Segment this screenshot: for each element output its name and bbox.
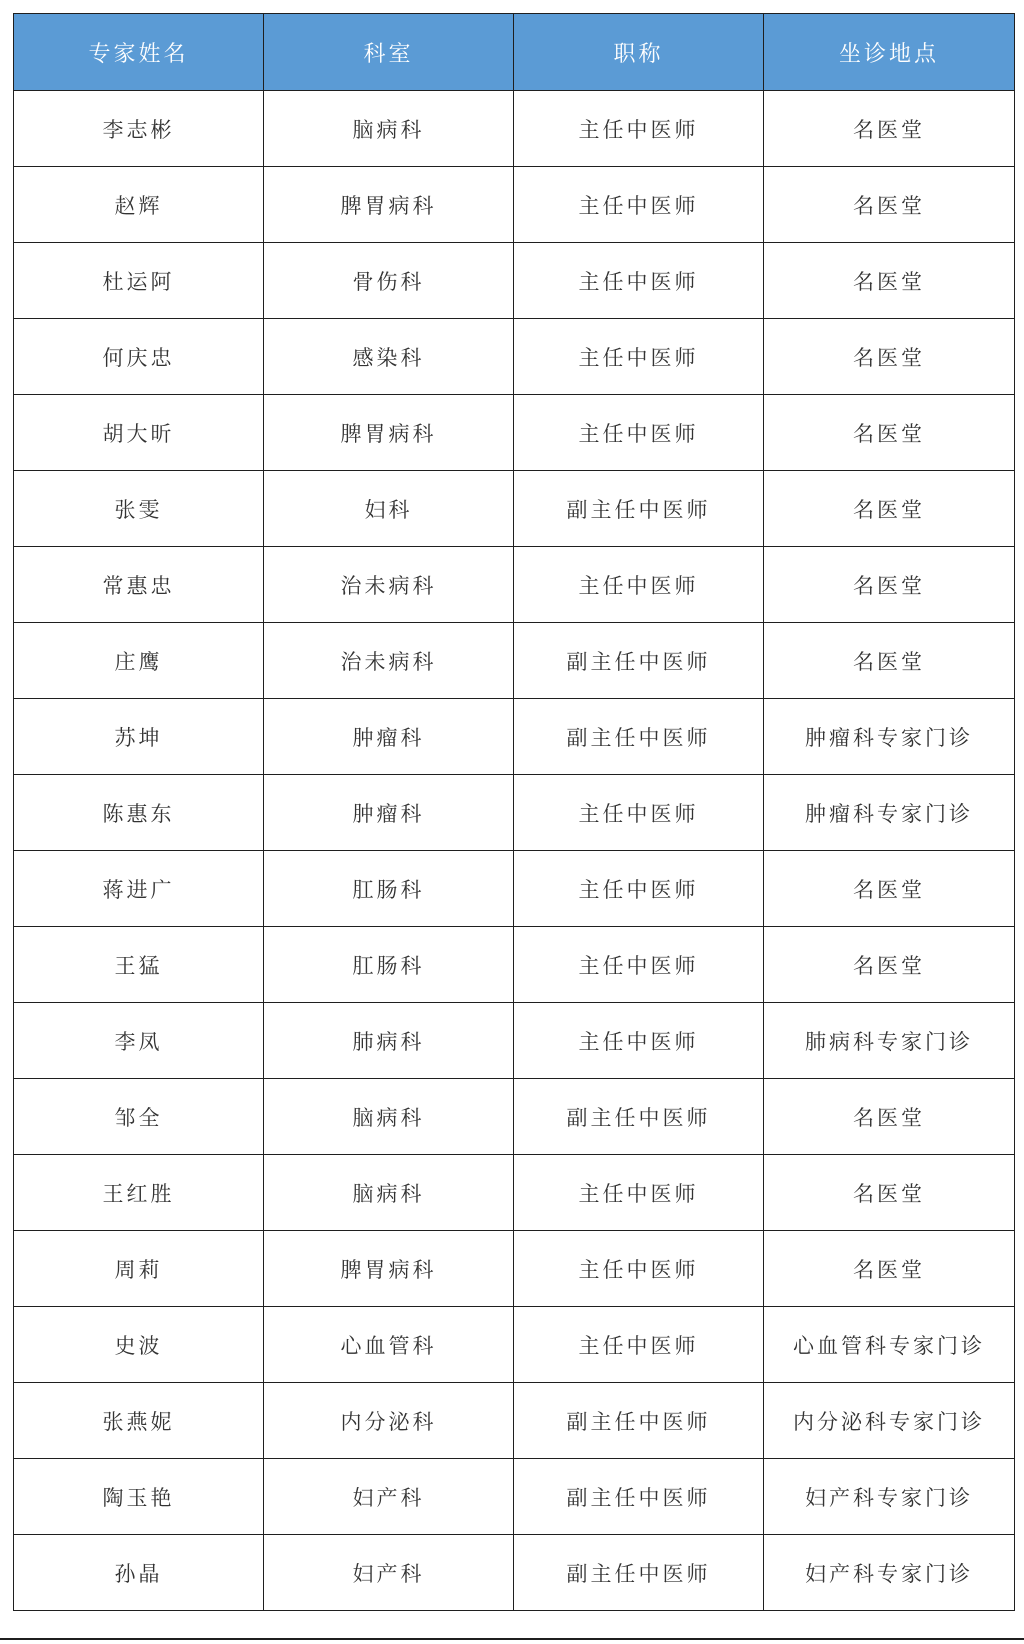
expert-name-cell: 李凤 — [14, 1003, 264, 1079]
expert-name-cell: 赵辉 — [14, 167, 264, 243]
clinic-location-cell: 名医堂 — [764, 623, 1015, 699]
clinic-location-cell: 名医堂 — [764, 547, 1015, 623]
clinic-location-cell: 名医堂 — [764, 851, 1015, 927]
title-cell: 副主任中医师 — [514, 1459, 764, 1535]
clinic-location-cell: 名医堂 — [764, 1231, 1015, 1307]
clinic-location-cell: 名医堂 — [764, 91, 1015, 167]
expert-name-cell: 蒋进广 — [14, 851, 264, 927]
table-row — [14, 699, 1015, 775]
title-cell: 主任中医师 — [514, 395, 764, 471]
table-row — [14, 243, 1015, 319]
expert-name-cell: 庄鹰 — [14, 623, 264, 699]
clinic-location-cell: 肿瘤科专家门诊 — [764, 775, 1015, 851]
expert-name-cell: 孙晶 — [14, 1535, 264, 1611]
expert-name-cell: 陈惠东 — [14, 775, 264, 851]
department-cell: 治未病科 — [264, 623, 514, 699]
title-cell: 主任中医师 — [514, 927, 764, 1003]
table-row — [14, 1383, 1015, 1459]
clinic-location-cell: 名医堂 — [764, 1079, 1015, 1155]
title-cell: 副主任中医师 — [514, 1079, 764, 1155]
title-cell: 主任中医师 — [514, 1231, 764, 1307]
department-cell: 肿瘤科 — [264, 699, 514, 775]
table-row — [14, 547, 1015, 623]
expert-name-cell: 史波 — [14, 1307, 264, 1383]
table-row — [14, 851, 1015, 927]
expert-name-cell: 胡大昕 — [14, 395, 264, 471]
column-header-clinic-location: 坐诊地点 — [764, 14, 1015, 91]
title-cell: 主任中医师 — [514, 91, 764, 167]
title-cell: 主任中医师 — [514, 319, 764, 395]
expert-name-cell: 陶玉艳 — [14, 1459, 264, 1535]
department-cell: 骨伤科 — [264, 243, 514, 319]
department-cell: 脾胃病科 — [264, 395, 514, 471]
table-body — [14, 91, 1015, 1611]
clinic-location-cell: 名医堂 — [764, 167, 1015, 243]
column-header-expert-name: 专家姓名 — [14, 14, 264, 91]
column-header-department: 科室 — [264, 14, 514, 91]
clinic-location-cell: 妇产科专家门诊 — [764, 1535, 1015, 1611]
clinic-location-cell: 名医堂 — [764, 927, 1015, 1003]
department-cell: 肛肠科 — [264, 927, 514, 1003]
expert-name-cell: 李志彬 — [14, 91, 264, 167]
clinic-location-cell: 名医堂 — [764, 243, 1015, 319]
title-cell: 副主任中医师 — [514, 699, 764, 775]
clinic-location-cell: 妇产科专家门诊 — [764, 1459, 1015, 1535]
table-row — [14, 471, 1015, 547]
title-cell: 副主任中医师 — [514, 1535, 764, 1611]
department-cell: 脾胃病科 — [264, 1231, 514, 1307]
clinic-location-cell: 名医堂 — [764, 471, 1015, 547]
table-row — [14, 623, 1015, 699]
clinic-location-cell: 肺病科专家门诊 — [764, 1003, 1015, 1079]
title-cell: 主任中医师 — [514, 243, 764, 319]
expert-schedule-table-container — [13, 13, 1014, 1611]
clinic-location-cell: 名医堂 — [764, 319, 1015, 395]
expert-name-cell: 张燕妮 — [14, 1383, 264, 1459]
title-cell: 主任中医师 — [514, 1155, 764, 1231]
department-cell: 脾胃病科 — [264, 167, 514, 243]
title-cell: 副主任中医师 — [514, 1383, 764, 1459]
department-cell: 脑病科 — [264, 1079, 514, 1155]
department-cell: 治未病科 — [264, 547, 514, 623]
table-row — [14, 1155, 1015, 1231]
table-header-row — [14, 14, 1015, 91]
title-cell: 主任中医师 — [514, 1307, 764, 1383]
title-cell: 主任中医师 — [514, 1003, 764, 1079]
clinic-location-cell: 肿瘤科专家门诊 — [764, 699, 1015, 775]
table-row — [14, 1307, 1015, 1383]
department-cell: 妇产科 — [264, 1535, 514, 1611]
title-cell: 主任中医师 — [514, 851, 764, 927]
table-row — [14, 1535, 1015, 1611]
clinic-location-cell: 名医堂 — [764, 1155, 1015, 1231]
column-header-title: 职称 — [514, 14, 764, 91]
expert-name-cell: 苏坤 — [14, 699, 264, 775]
title-cell: 副主任中医师 — [514, 471, 764, 547]
department-cell: 肿瘤科 — [264, 775, 514, 851]
table-row — [14, 1003, 1015, 1079]
department-cell: 心血管科 — [264, 1307, 514, 1383]
department-cell: 肺病科 — [264, 1003, 514, 1079]
expert-name-cell: 邹全 — [14, 1079, 264, 1155]
expert-name-cell: 王红胜 — [14, 1155, 264, 1231]
table-row — [14, 91, 1015, 167]
department-cell: 内分泌科 — [264, 1383, 514, 1459]
expert-name-cell: 王猛 — [14, 927, 264, 1003]
clinic-location-cell: 内分泌科专家门诊 — [764, 1383, 1015, 1459]
expert-name-cell: 张雯 — [14, 471, 264, 547]
title-cell: 主任中医师 — [514, 775, 764, 851]
expert-name-cell: 杜运阿 — [14, 243, 264, 319]
table-header — [14, 14, 1015, 91]
title-cell: 主任中医师 — [514, 167, 764, 243]
table-row — [14, 1231, 1015, 1307]
table-row — [14, 167, 1015, 243]
bottom-divider — [0, 1638, 1024, 1640]
expert-name-cell: 周莉 — [14, 1231, 264, 1307]
department-cell: 妇科 — [264, 471, 514, 547]
table-row — [14, 1079, 1015, 1155]
department-cell: 肛肠科 — [264, 851, 514, 927]
department-cell: 脑病科 — [264, 1155, 514, 1231]
table-row — [14, 1459, 1015, 1535]
expert-name-cell: 常惠忠 — [14, 547, 264, 623]
department-cell: 脑病科 — [264, 91, 514, 167]
expert-schedule-table — [13, 13, 1015, 1611]
title-cell: 副主任中医师 — [514, 623, 764, 699]
table-row — [14, 927, 1015, 1003]
table-row — [14, 319, 1015, 395]
department-cell: 妇产科 — [264, 1459, 514, 1535]
table-row — [14, 775, 1015, 851]
expert-name-cell: 何庆忠 — [14, 319, 264, 395]
table-row — [14, 395, 1015, 471]
clinic-location-cell: 名医堂 — [764, 395, 1015, 471]
department-cell: 感染科 — [264, 319, 514, 395]
title-cell: 主任中医师 — [514, 547, 764, 623]
clinic-location-cell: 心血管科专家门诊 — [764, 1307, 1015, 1383]
